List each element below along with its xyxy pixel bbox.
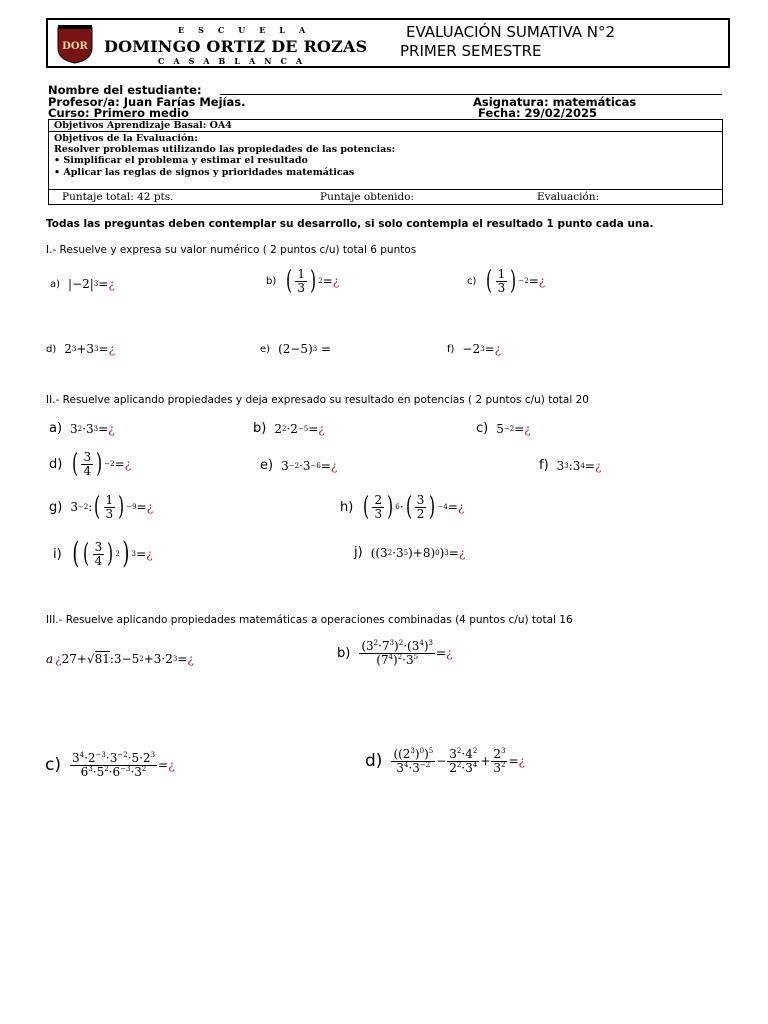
basal-objective: Objetivos Aprendizaje Basal: OA4 [54, 120, 232, 131]
eval-objectives-title: Objetivos de la Evaluación: [54, 133, 198, 144]
question-1c [467, 266, 546, 297]
math-expression: (2−5) 3 = [278, 342, 332, 356]
question-2g [49, 492, 154, 523]
math-expression: ( $\frac{3}{4}$ ) −2 = ¿ [72, 449, 132, 480]
question-2f [539, 458, 601, 473]
date-label: Fecha: 29/02/2025 [478, 106, 597, 120]
student-name-line[interactable] [220, 94, 722, 95]
section-1-title: I.- Resuelve y expresa su valor numérico ( 2 puntos c/u) total 6 puntos [46, 244, 417, 256]
question-3c [45, 752, 175, 778]
math-expression: ( ( $\frac{3}{4}$ ) 2 ) 3 = ¿ [72, 536, 153, 571]
question-label: c) [467, 275, 477, 287]
question-label: a) [50, 278, 61, 290]
math-expression: ( $\frac{2}{3}$ ) 6 · ( $\frac{3}{2}$ ) −4 = ¿ [363, 492, 465, 523]
teacher-label: Profesor/a: Juan Farías Mejías. [48, 95, 246, 109]
question-label: b) [253, 421, 267, 436]
question-1d [46, 342, 115, 356]
question-label: c) [45, 755, 61, 776]
question-3b [337, 640, 452, 666]
question-label: d) [49, 456, 63, 472]
math-expression: $\frac{3^4\cdot 2^{-3}\cdot 3^{-2}\cdot 5\cdot 2^3}{6^3\cdot 5^2\cdot 6^{-3}\cdot 3^2}$ = ¿ [71, 751, 175, 779]
school-logo [56, 24, 94, 64]
question-3a [46, 651, 194, 666]
question-2b [253, 421, 325, 436]
total-score: Puntaje total: 42 pts. [62, 191, 174, 203]
question-label: d) [365, 751, 383, 772]
instructions: Todas las preguntas deben contemplar su desarrollo, si solo contempla el resultado 1 punto cada una. [46, 218, 654, 230]
math-expression: 3 3 :3 4 = ¿ [556, 458, 602, 473]
question-label: e) [260, 343, 271, 355]
divider [48, 131, 723, 132]
question-label: h) [340, 499, 354, 515]
question-2e [260, 458, 337, 473]
math-expression: |−2| 3 = ¿ [68, 277, 115, 291]
math-expression: 2 2 ·2 −5 = ¿ [274, 421, 325, 436]
objective-bullet-2: • Aplicar las reglas de signos y prioridades matemáticas [54, 167, 355, 178]
question-label: e) [260, 458, 274, 473]
math-expression: ¿ 27+√ 81 :3−5 2 +3·2 3 = ¿ [55, 651, 194, 666]
eval-objective-line: Resolver problemas utilizando las propiedades de las potencias: [54, 144, 396, 155]
question-2i [53, 536, 153, 571]
section-2-title: II.- Resuelve aplicando propiedades y deja expresado su resultado en potencias ( 2 puntos c/u) total 20 [46, 394, 589, 406]
question-1a [50, 277, 115, 291]
question-3d [365, 748, 525, 774]
question-label: i) [53, 546, 62, 562]
question-label: b) [266, 275, 277, 287]
math-expression: ( $\frac{1}{3}$ ) 2 = ¿ [286, 266, 340, 297]
question-label: f) [539, 458, 549, 473]
math-expression: 3 2 ·3 3 = ¿ [70, 421, 115, 436]
question-2j [354, 545, 465, 560]
question-1f [447, 342, 501, 356]
question-2d [49, 449, 132, 480]
question-1b [266, 266, 340, 297]
school-top-line: ESCUELA [178, 25, 320, 35]
math-expression: ( $\frac{1}{3}$ ) −2 = ¿ [486, 266, 546, 297]
question-label: b) [337, 645, 351, 661]
math-expression: 5 −2 = ¿ [496, 421, 531, 436]
question-label: g) [49, 499, 63, 515]
question-label: f) [447, 343, 455, 355]
school-name: DOMINGO ORTIZ DE ROZAS [104, 37, 368, 56]
math-expression: ((3 2 ·3 5 )+8) 0 ) 3 = ¿ [370, 545, 466, 560]
student-name-label: Nombre del estudiante: [48, 83, 202, 97]
obtained-score: Puntaje obtenido: [320, 191, 415, 203]
course-label: Curso: Primero medio [48, 106, 189, 120]
math-expression: $\frac{((2^3)^0)^5}{3^4\cdot 3^{-2}}$ − $\frac{3^2\cdot 4^2}{2^2\cdot 3^4}$ + $\frac{2^3}{3^2}$ = ¿ [393, 747, 525, 775]
school-bottom-line: CASABLANCA [158, 56, 312, 66]
section-3-title: III.- Resuelve aplicando propiedades matemáticas a operaciones combinadas (4 puntos c/u) total 16 [46, 614, 573, 626]
question-2c [476, 421, 531, 436]
math-expression: 2 3 +3 3 = ¿ [64, 342, 116, 356]
question-1e [260, 342, 331, 356]
question-2h [340, 492, 465, 523]
exam-subtitle: PRIMER SEMESTRE [400, 42, 542, 60]
math-expression: $\frac{(3^2\cdot 7^3)^2\cdot(3^4)^3}{(7^4)^2\cdot 3^5}$ = ¿ [361, 639, 453, 667]
question-label: c) [476, 421, 489, 436]
objective-bullet-1: • Simplificar el problema y estimar el resultado [54, 155, 308, 166]
evaluation-score: Evaluación: [537, 191, 600, 203]
subject-label: Asignatura: matemáticas [473, 95, 637, 109]
question-2a [49, 421, 115, 436]
question-label: a [46, 651, 54, 666]
logo-text: DOR [62, 41, 88, 52]
question-label: a) [49, 421, 63, 436]
math-expression: 3 −2 : ( $\frac{1}{3}$ ) −9 = ¿ [70, 492, 154, 523]
math-expression: −2 3 = ¿ [462, 342, 502, 356]
exam-title: EVALUACIÓN SUMATIVA N°2 [406, 23, 616, 41]
math-expression: 3 −2 ·3 −6 = ¿ [281, 458, 338, 473]
question-label: j) [354, 545, 363, 560]
question-label: d) [46, 343, 57, 355]
divider [48, 189, 723, 190]
